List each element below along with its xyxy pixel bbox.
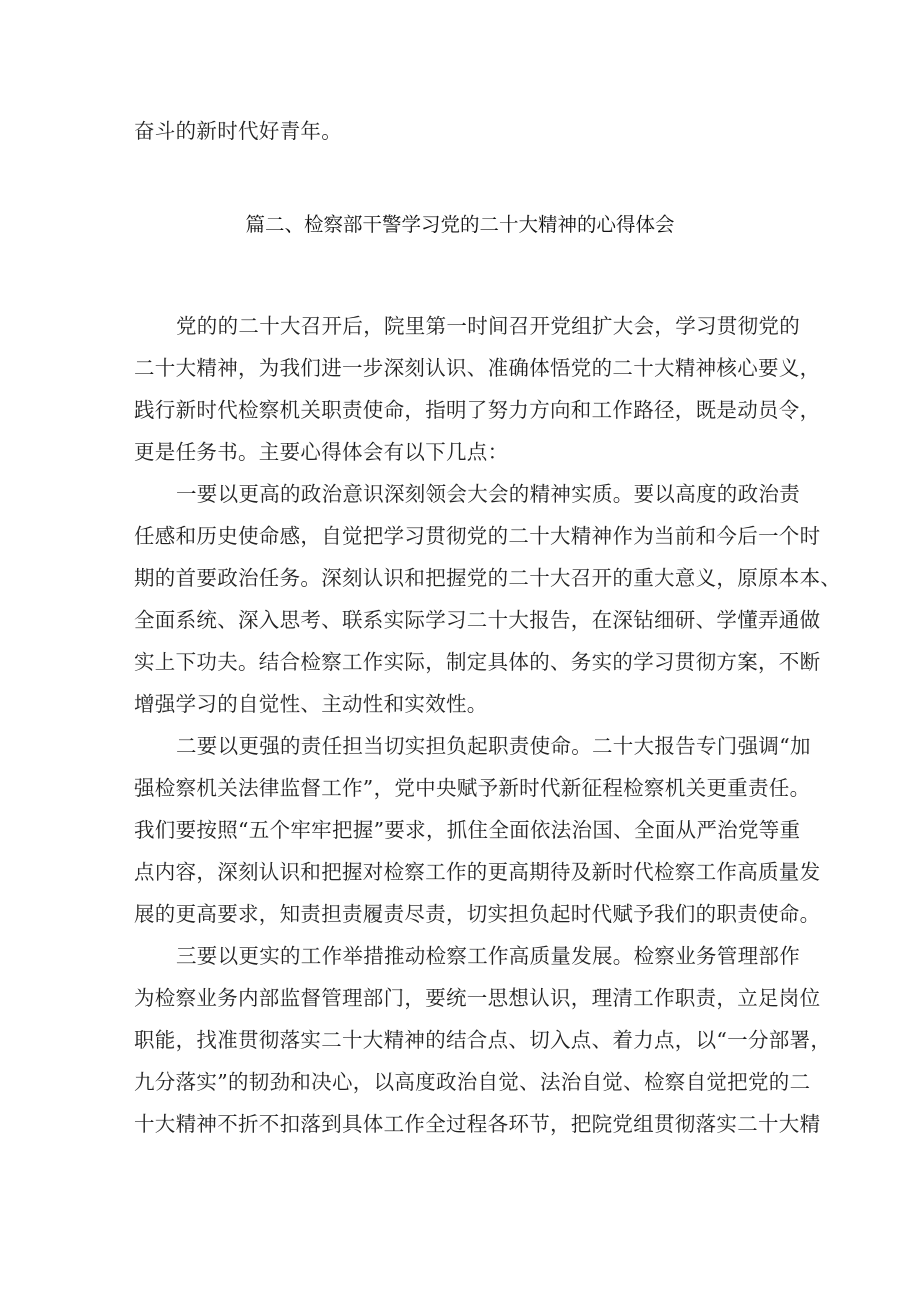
paragraph-line: 点内容，深刻认识和把握对检察工作的更高期待及新时代检察工作高质量发 [134,860,821,884]
paragraph-line: 党的的二十大召开后，院里第一时间召开党组扩大会，学习贯彻党的 [176,314,800,338]
paragraph-line: 职能，找准贯彻落实二十大精神的结合点、切入点、着力点，以“一分部署， [134,1028,832,1052]
paragraph-line: 我们要按照“五个牢牢把握”要求，抓住全面依法治国、全面从严治党等重 [134,818,801,842]
carryover-text-line: 奋斗的新时代好青年。 [134,119,342,143]
paragraph-line: 任感和历史使命感，自觉把学习贯彻党的二十大精神作为当前和今后一个时 [134,524,821,548]
paragraph-line: 一要以更高的政治意识深刻领会大会的精神实质。要以高度的政治责 [176,482,800,506]
paragraph-line: 强检察机关法律监督工作”，党中央赋予新时代新征程检察机关更重责任。 [134,776,811,800]
paragraph-line: 更是任务书。主要心得体会有以下几点： [134,440,509,464]
paragraph-line: 增强学习的自觉性、主动性和实效性。 [134,692,488,716]
paragraph-line: 三要以更实的工作举措推动检察工作高质量发展。检察业务管理部作 [176,944,800,968]
paragraph-line: 九分落实”的韧劲和决心，以高度政治自觉、法治自觉、检察自觉把党的二 [134,1070,811,1094]
paragraph-line: 十大精神不折不扣落到具体工作全过程各环节，把院党组贯彻落实二十大精 [134,1112,821,1136]
paragraph-line: 为检察业务内部监督管理部门，要统一思想认识，理清工作职责，立足岗位 [134,986,821,1010]
paragraph-line: 践行新时代检察机关职责使命，指明了努力方向和工作路径，既是动员令， [134,398,821,422]
paragraph-line: 二十大精神，为我们进一步深刻认识、准确体悟党的二十大精神核心要义， [134,356,821,380]
paragraph-line: 展的更高要求，知责担责履责尽责，切实担负起时代赋予我们的职责使命。 [134,902,821,926]
paragraph-line: 实上下功夫。结合检察工作实际，制定具体的、务实的学习贯彻方案，不断 [134,650,821,674]
paragraph-line: 二要以更强的责任担当切实担负起职责使命。二十大报告专门强调“加 [176,734,811,758]
section-heading: 篇二、检察部干警学习党的二十大精神的心得体会 [245,213,675,236]
paragraph-line: 期的首要政治任务。深刻认识和把握党的二十大召开的重大意义，原原本本、 [134,566,842,590]
paragraph-line: 全面系统、深入思考、联系实际学习二十大报告，在深钻细研、学懂弄通做 [134,608,821,632]
